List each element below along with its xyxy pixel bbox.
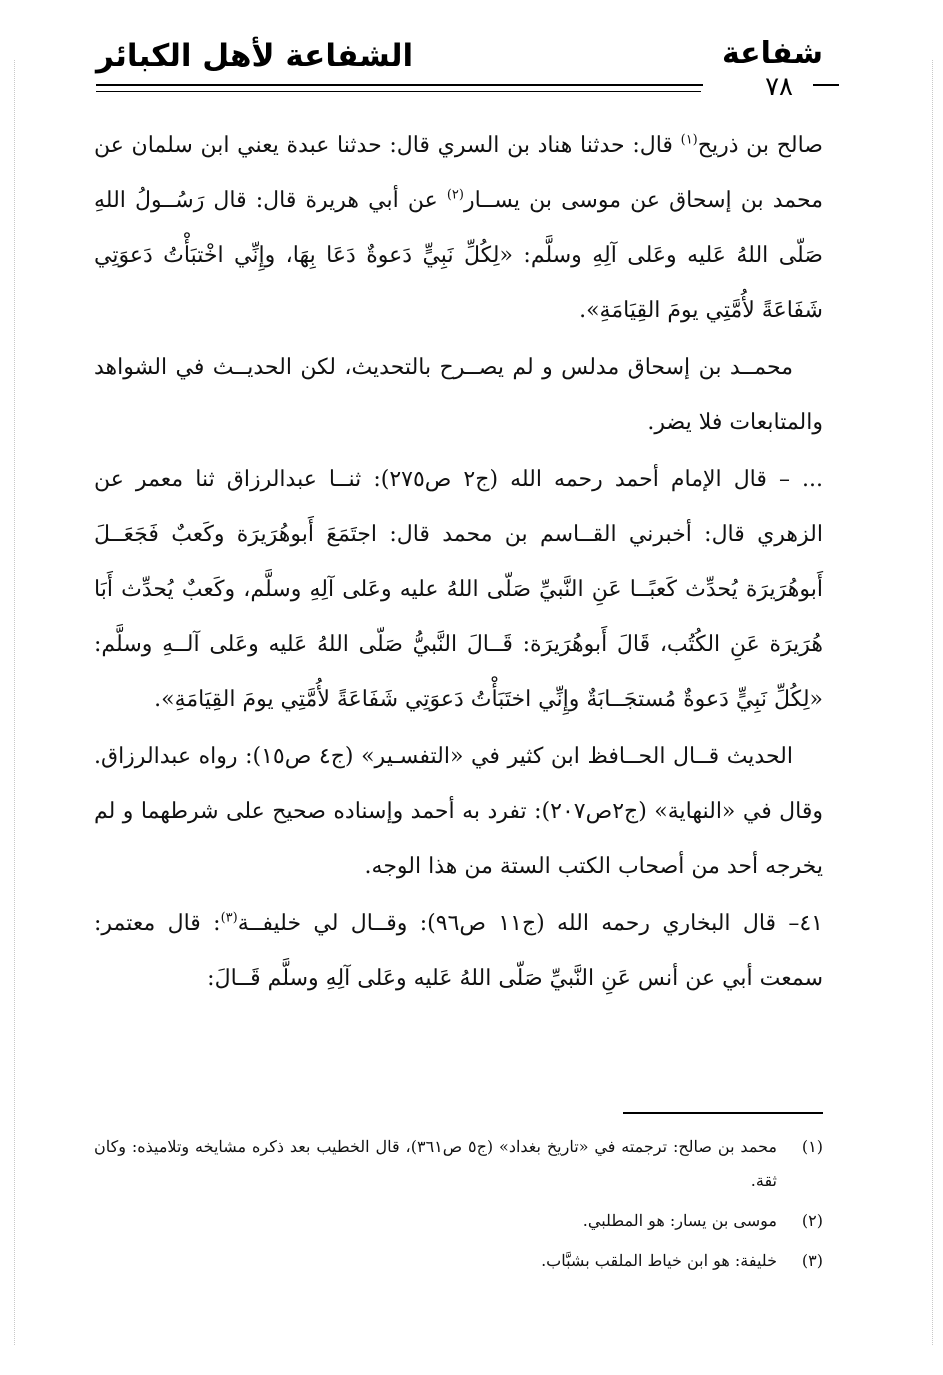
footnote-ref-1: (١) [680,132,698,148]
paragraph-hadith-ahmad: ... – قال الإمام أحمد رحمه الله (ج٢ ص٢٧٥): ثنــا عبدالرزاق ثنا معمر عن الزهري قال: أخبرني القــاسم بن محمد قال: اجتَمَعَ أَبوهُرَيرَة وكَعبٌ فَجَعَــلَ أَبوهُرَيرَة يُحدِّث كَعبًــا عَنِ النَّبيِّ صَلّى اللهُ عليه وعَلى آلِهِ وسلَّم، وكَعبٌ يُحدِّث أَبَا هُرَيرَة عَنِ الكُتُب، قَالَ أَبوهُرَيرَة: قَــالَ النَّبيُّ صَلّى اللهُ عَليه وعَلى آلــهِ وسلَّم: «لِكُلِّ نَبِيٍّ دَعوةٌ مُستجَــابَةٌ وإِنِّي اختَبَأْتُ دَعوَتِي شَفَاعَةً لأُمَّتِي يومَ القِيَامَةِ». [94,467,824,712]
header-rule-thin [96,91,701,92]
footnote-1 [94,1130,823,1198]
text-run: ٤١– قال البخاري رحمه الله (ج١١ ص٩٦): وقــال لي خليفــة [237,911,823,936]
text-run: صالح بن ذريح [697,133,823,158]
footnote-ref-3: (٣) [220,910,238,926]
scan-edge-left [14,60,15,1345]
paragraph-hadith-1 [94,118,823,338]
paragraph-commentary-2: الحديث قــال الحــافظ ابن كثير في «التفسـير» (ج٤ ص١٥): رواه عبدالرزاق. وقال في «النهاية» (ج٢ص٢٠٧): تفرد به أحمد وإسناده صحيح على شرطهما و لم يخرجه أحد من أصحاب الكتب الستة من هذا الوجه. [94,744,823,879]
scan-edge-right [932,60,933,1345]
book-title: الشفاعة لأهل الكبائر [96,38,414,74]
footnote-mark: (١) [801,1137,823,1156]
footnote-3 [94,1244,823,1278]
footnote-2 [94,1204,823,1238]
footnote-mark: (٢) [801,1211,823,1230]
text-run: : قال معتمر: سمعت أبي عن أنس عَنِ النَّبيِّ صَلّى اللهُ عَليه وعَلى آلِهِ وسلَّم قَــالَ: [94,911,823,991]
page-header [96,28,823,102]
text-run: عن أبي هريرة قال: قال رَسُــولُ اللهِ صَلّى اللهُ عَليه وعَلى آلِهِ وسلَّم: «لِكُلِّ نَبِيٍّ دَعوةٌ دَعَا بِهَا، وإِنِّي اخْتبَأْتُ دَعوَتِي شَفَاعَةً لأُمَّتِي يومَ القِيَامَةِ». [94,188,823,323]
footnote-separator [623,1112,823,1114]
header-ornament: شفاعة [721,36,823,71]
paragraph-commentary-1: محمــد بن إسحاق مدلس و لم يصــرح بالتحديث، لكن الحديــث في الشواهد والمتابعات فلا يضر. [94,355,823,435]
header-rule-thick [96,84,703,86]
text-run: قال: حدثنا هناد بن السري قال: حدثنا عبدة يعني ابن سلمان عن محمد بن إسحاق عن موسى بن يســار [94,133,823,213]
footnote-text: موسى بن يسار: هو المطلبي. [582,1211,777,1230]
footnotes [94,1130,823,1284]
ornament-tail-line [813,84,839,86]
page-number: ٧٨ [765,72,793,102]
footnote-mark: (٣) [801,1251,823,1270]
main-text [94,118,823,1008]
footnote-ref-2: (٢) [446,187,464,203]
paragraph-hadith-41 [94,896,823,1006]
footnote-text: محمد بن صالح: ترجمته في «تاريخ بغداد» (ج٥ ص٣٦١)، قال الخطيب بعد ذكره مشايخه وتلاميذه: وكان ثقة. [94,1137,777,1190]
footnote-text: خليفة: هو ابن خياط الملقب بشبَّاب. [541,1251,777,1270]
